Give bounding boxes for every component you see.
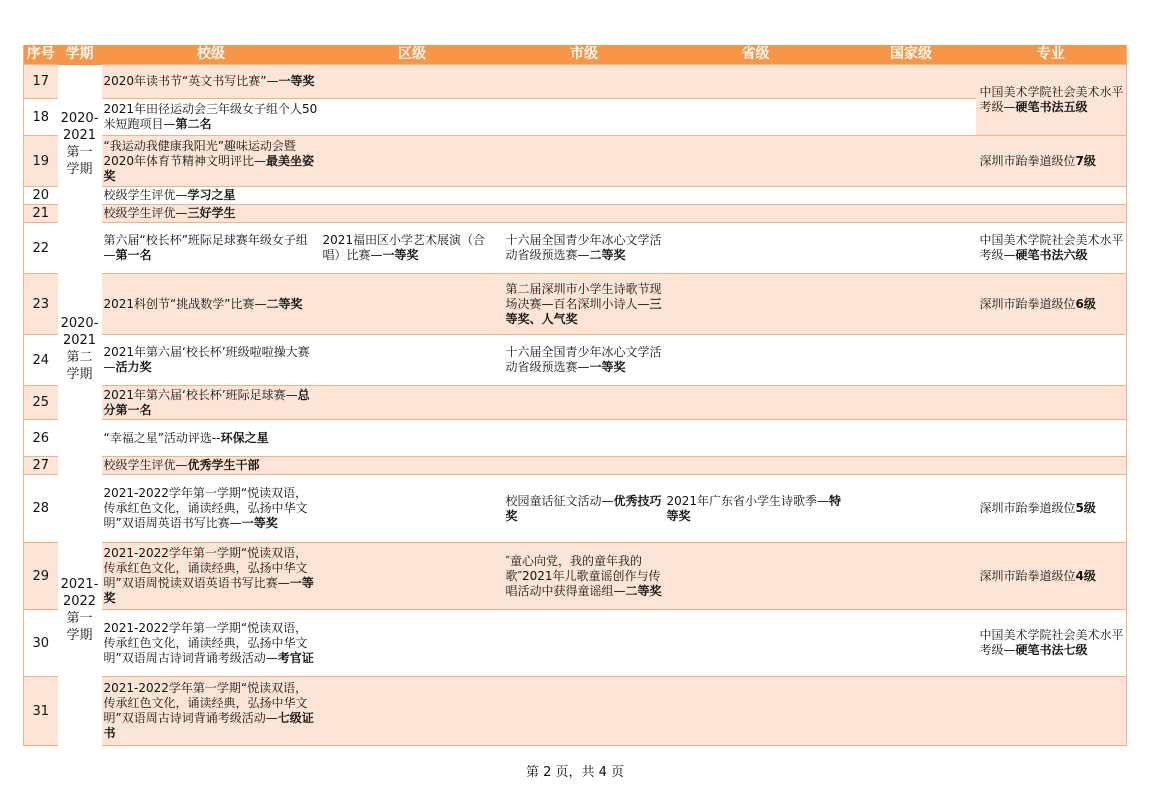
table-row bbox=[24, 99, 1127, 136]
table-row bbox=[24, 475, 1127, 543]
city-level-cell bbox=[504, 475, 665, 543]
award-level: 环保之星 bbox=[220, 430, 269, 445]
award-text: ″童心向党，我的童年我的歌″2021年儿歌童谣创作与传唱活动中获得童谣组— bbox=[505, 553, 661, 598]
award-text: 深圳市跆拳道级位 bbox=[979, 568, 1076, 583]
award-level: 4级 bbox=[1075, 568, 1096, 583]
district-level-cell bbox=[321, 335, 504, 386]
national-level-cell bbox=[847, 205, 976, 223]
award-level: 硬笔书法七级 bbox=[1015, 643, 1088, 657]
national-level-cell bbox=[847, 274, 976, 335]
award-level: 最美坐姿奖 bbox=[103, 153, 315, 183]
row-number: 30 bbox=[24, 610, 58, 677]
row-number: 29 bbox=[24, 543, 58, 610]
row-number: 18 bbox=[24, 99, 58, 136]
award-level: 优秀学生干部 bbox=[187, 458, 260, 472]
province-level-cell bbox=[665, 420, 847, 457]
national-level-cell bbox=[847, 65, 976, 99]
award-level: 一等奖 bbox=[103, 576, 314, 605]
table-row bbox=[24, 543, 1127, 610]
page-footer: 第 2 页，共 4 页 bbox=[525, 765, 625, 780]
province-level-cell bbox=[665, 677, 847, 746]
award-text: 中国美术学院社会美术水平考级— bbox=[979, 233, 1124, 262]
city-level-cell bbox=[504, 420, 665, 457]
school-level-cell bbox=[102, 187, 321, 205]
table-row bbox=[24, 386, 1127, 420]
city-level-cell bbox=[504, 99, 665, 136]
district-level-cell bbox=[321, 187, 504, 205]
award-text: 校级学生评优— bbox=[103, 188, 188, 202]
district-level-cell bbox=[321, 386, 504, 420]
school-level-cell bbox=[102, 136, 321, 187]
school-level-cell bbox=[102, 420, 321, 457]
award-text: 深圳市跆拳道级位 bbox=[979, 296, 1076, 311]
school-level-cell bbox=[102, 99, 321, 136]
school-level-cell bbox=[102, 475, 321, 543]
major-cell bbox=[976, 420, 1127, 457]
table-row bbox=[24, 205, 1127, 223]
award-level: 一等奖 bbox=[278, 74, 315, 88]
city-level-cell bbox=[504, 205, 665, 223]
province-level-cell bbox=[665, 386, 847, 420]
award-text: 2021年第六届‘校长杯’班际足球赛— bbox=[103, 387, 298, 402]
province-level-cell bbox=[665, 457, 847, 475]
award-level: 一等奖 bbox=[589, 360, 626, 374]
table-row bbox=[24, 223, 1127, 274]
national-level-cell bbox=[847, 136, 976, 187]
table-row bbox=[24, 420, 1127, 457]
national-level-cell bbox=[847, 223, 976, 274]
table-row bbox=[24, 65, 1127, 99]
district-level-cell bbox=[321, 610, 504, 677]
table-row bbox=[24, 457, 1127, 475]
national-level-cell bbox=[847, 99, 976, 136]
major-cell bbox=[976, 274, 1127, 335]
city-level-cell bbox=[504, 274, 665, 335]
table-row bbox=[24, 335, 1127, 386]
award-text: 中国美术学院社会美术水平考级— bbox=[979, 628, 1124, 657]
city-level-cell bbox=[504, 610, 665, 677]
province-level-cell bbox=[665, 274, 847, 335]
row-number: 26 bbox=[24, 420, 58, 457]
major-cell bbox=[976, 335, 1127, 386]
city-level-cell bbox=[504, 457, 665, 475]
award-level: 二等奖 bbox=[266, 296, 303, 311]
school-level-cell bbox=[102, 457, 321, 475]
award-level: 七级证书 bbox=[103, 711, 314, 740]
award-level: 一等奖 bbox=[241, 516, 278, 530]
semester-cell: 2020- 2021 第二 学期 bbox=[58, 223, 102, 475]
city-level-cell bbox=[504, 223, 665, 274]
award-text: 2021-2022学年第一学期“悦读双语，传承红色文化，诵读经典，弘扬中华文明”双语周悦读双语英语书写比赛— bbox=[103, 546, 308, 590]
award-text: 校园童话征文活动— bbox=[505, 493, 614, 508]
award-text: “幸福之星”活动评选-- bbox=[103, 430, 221, 445]
city-level-cell bbox=[504, 187, 665, 205]
award-text: 深圳市跆拳道级位 bbox=[979, 501, 1076, 515]
province-level-cell bbox=[665, 99, 847, 136]
award-text: 校级学生评优— bbox=[103, 206, 188, 220]
row-number: 27 bbox=[24, 457, 58, 475]
award-level: 硬笔书法六级 bbox=[1015, 248, 1088, 262]
school-level-cell bbox=[102, 223, 321, 274]
award-level: 考官证 bbox=[277, 650, 314, 665]
award-text: 2021科创节“挑战数学”比赛— bbox=[103, 296, 267, 311]
header-semester: 学期 bbox=[58, 45, 102, 65]
header-school: 校级 bbox=[102, 45, 321, 65]
header-no: 序号 bbox=[24, 45, 58, 65]
school-level-cell bbox=[102, 205, 321, 223]
table-row bbox=[24, 136, 1127, 187]
province-level-cell bbox=[665, 223, 847, 274]
major-cell bbox=[976, 187, 1127, 205]
school-level-cell bbox=[102, 610, 321, 677]
award-level: 5级 bbox=[1075, 501, 1096, 515]
row-number: 31 bbox=[24, 677, 58, 746]
national-level-cell bbox=[847, 457, 976, 475]
award-level: 学习之星 bbox=[187, 188, 236, 202]
award-text: 中国美术学院社会美术水平考级— bbox=[979, 85, 1124, 114]
district-level-cell bbox=[321, 475, 504, 543]
major-cell bbox=[976, 205, 1127, 223]
district-level-cell bbox=[321, 136, 504, 187]
major-cell bbox=[976, 457, 1127, 475]
award-text: 2021年田径运动会三年级女子组个人50米短跑项目— bbox=[103, 102, 318, 131]
national-level-cell bbox=[847, 475, 976, 543]
province-level-cell bbox=[665, 65, 847, 99]
district-level-cell bbox=[321, 274, 504, 335]
award-text: 第六届“校长杯”班际足球赛年级女子组— bbox=[103, 233, 308, 262]
national-level-cell bbox=[847, 610, 976, 677]
province-level-cell bbox=[665, 543, 847, 610]
header-national: 国家级 bbox=[847, 45, 976, 65]
national-level-cell bbox=[847, 386, 976, 420]
district-level-cell bbox=[321, 457, 504, 475]
header-major: 专业 bbox=[976, 45, 1127, 65]
city-level-cell bbox=[504, 65, 665, 99]
table-body bbox=[24, 65, 1127, 746]
district-level-cell bbox=[321, 677, 504, 746]
header-district: 区级 bbox=[321, 45, 504, 65]
table-row bbox=[24, 187, 1127, 205]
major-cell bbox=[976, 386, 1127, 420]
province-level-cell bbox=[665, 335, 847, 386]
district-level-cell bbox=[321, 65, 504, 99]
city-level-cell bbox=[504, 335, 665, 386]
semester-cell: 2020- 2021 第一 学期 bbox=[58, 65, 102, 223]
award-level: 一等奖 bbox=[382, 248, 419, 262]
award-text: 2021福田区小学艺术展演（合唱）比赛— bbox=[322, 233, 486, 262]
award-level: 第一名 bbox=[115, 248, 152, 262]
row-number: 21 bbox=[24, 205, 58, 223]
major-cell bbox=[976, 677, 1127, 746]
school-level-cell bbox=[102, 274, 321, 335]
award-level: 7级 bbox=[1075, 153, 1096, 168]
city-level-cell bbox=[504, 677, 665, 746]
award-level: 优秀技巧奖 bbox=[505, 493, 662, 523]
semester-cell: 2021- 2022 第一 学期 bbox=[58, 475, 102, 746]
award-level: 总分第一名 bbox=[103, 387, 310, 417]
school-level-cell bbox=[102, 677, 321, 746]
district-level-cell bbox=[321, 420, 504, 457]
province-level-cell bbox=[665, 187, 847, 205]
award-level: 6级 bbox=[1075, 296, 1096, 311]
header-province: 省级 bbox=[665, 45, 847, 65]
table-row bbox=[24, 610, 1127, 677]
school-level-cell bbox=[102, 543, 321, 610]
award-text: 2020年读书节“英文书写比赛”— bbox=[103, 74, 279, 88]
national-level-cell bbox=[847, 187, 976, 205]
province-level-cell bbox=[665, 136, 847, 187]
school-level-cell bbox=[102, 386, 321, 420]
table-row bbox=[24, 274, 1127, 335]
award-level: 二等奖 bbox=[625, 583, 662, 598]
award-level: 特等奖 bbox=[666, 493, 842, 523]
city-level-cell bbox=[504, 543, 665, 610]
row-number: 20 bbox=[24, 187, 58, 205]
district-level-cell bbox=[321, 205, 504, 223]
award-text: 十六届全国青少年冰心文学活动省级预选赛— bbox=[505, 345, 662, 374]
award-level: 三等奖、人气奖 bbox=[505, 296, 662, 326]
award-text: 第二届深圳市小学生诗歌节现场决赛—百名深圳小诗人— bbox=[505, 281, 662, 311]
table-row bbox=[24, 677, 1127, 746]
awards-table bbox=[23, 45, 1127, 746]
award-text: 2021年广东省小学生诗歌季— bbox=[666, 493, 830, 508]
major-cell bbox=[976, 475, 1127, 543]
school-level-cell bbox=[102, 335, 321, 386]
city-level-cell bbox=[504, 136, 665, 187]
province-level-cell bbox=[665, 610, 847, 677]
award-level: 第二名 bbox=[175, 117, 212, 131]
district-level-cell bbox=[321, 543, 504, 610]
row-number: 25 bbox=[24, 386, 58, 420]
award-level: 三好学生 bbox=[187, 206, 236, 220]
award-level: 二等奖 bbox=[589, 248, 626, 262]
major-cell bbox=[976, 223, 1127, 274]
award-text: 2021-2022学年第一学期“悦读双语，传承红色文化，诵读经典，弘扬中华文明”双语周古诗词背诵考级活动— bbox=[103, 620, 308, 665]
city-level-cell bbox=[504, 386, 665, 420]
award-level: 硬笔书法五级 bbox=[1015, 100, 1088, 114]
national-level-cell bbox=[847, 335, 976, 386]
major-cell bbox=[976, 65, 1127, 136]
award-level: 活力奖 bbox=[115, 360, 152, 374]
province-level-cell bbox=[665, 475, 847, 543]
award-text: 2021年第六届‘校长杯’班级啦啦操大赛— bbox=[103, 345, 310, 374]
row-number: 23 bbox=[24, 274, 58, 335]
award-text: “我运动我健康我阳光”趣味运动会暨2020年体育节精神文明评比— bbox=[103, 138, 296, 168]
header-row bbox=[24, 45, 1127, 65]
national-level-cell bbox=[847, 420, 976, 457]
row-number: 19 bbox=[24, 136, 58, 187]
national-level-cell bbox=[847, 677, 976, 746]
header-city: 市级 bbox=[504, 45, 665, 65]
national-level-cell bbox=[847, 543, 976, 610]
award-text: 2021-2022学年第一学期“悦读双语，传承红色文化，诵读经典，弘扬中华文明”双语周英语书写比赛— bbox=[103, 486, 308, 530]
major-cell bbox=[976, 610, 1127, 677]
school-level-cell bbox=[102, 65, 321, 99]
district-level-cell bbox=[321, 223, 504, 274]
major-cell bbox=[976, 543, 1127, 610]
province-level-cell bbox=[665, 205, 847, 223]
row-number: 22 bbox=[24, 223, 58, 274]
row-number: 24 bbox=[24, 335, 58, 386]
district-level-cell bbox=[321, 99, 504, 136]
award-text: 十六届全国青少年冰心文学活动省级预选赛— bbox=[505, 233, 662, 262]
row-number: 17 bbox=[24, 65, 58, 99]
major-cell bbox=[976, 136, 1127, 187]
award-text: 深圳市跆拳道级位 bbox=[979, 153, 1076, 168]
row-number: 28 bbox=[24, 475, 58, 543]
award-text: 校级学生评优— bbox=[103, 458, 188, 472]
award-text: 2021-2022学年第一学期“悦读双语，传承红色文化，诵读经典，弘扬中华文明”双语周古诗词背诵考级活动— bbox=[103, 681, 308, 725]
